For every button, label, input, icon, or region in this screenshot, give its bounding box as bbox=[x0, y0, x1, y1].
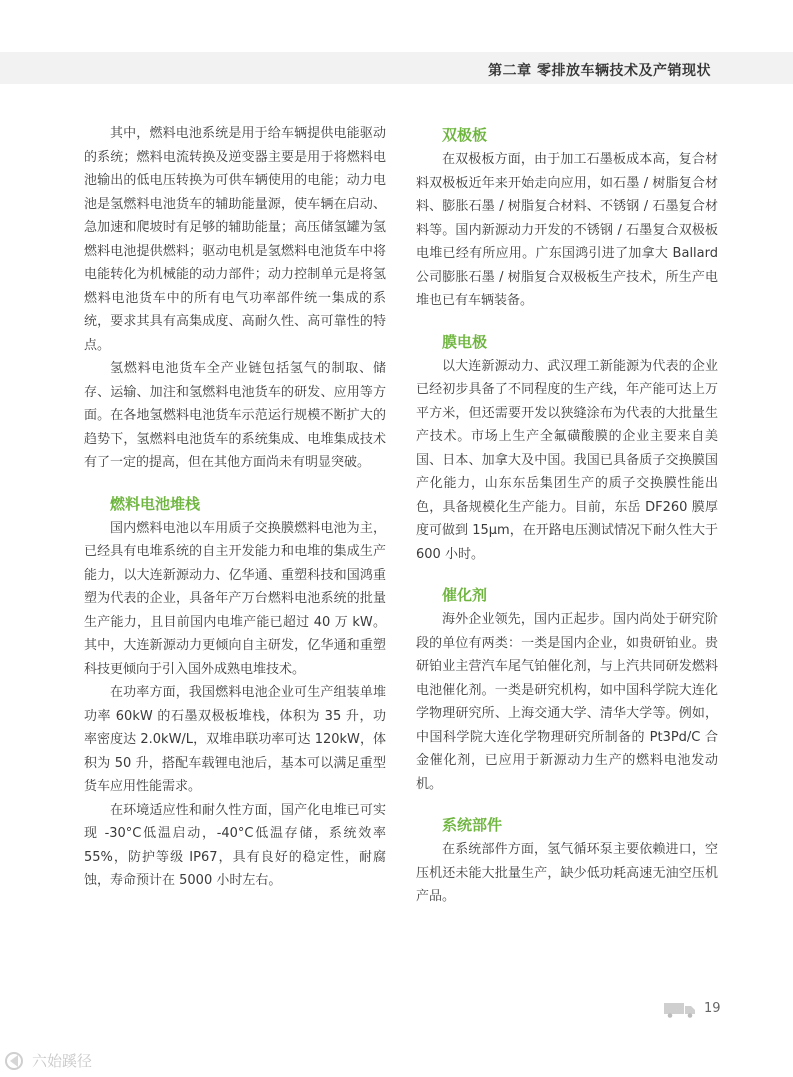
paragraph: 在双极板方面，由于加工石墨板成本高，复合材料双极板近年来开始走向应用，如石墨 / 树脂复合材料、膨胀石墨 / 树脂复合材料、不锈钢 / 石墨复合材料等。国内新源动力开发的不锈钢 / 石墨复合双极板电堆已经有所应用。广东国鸿引进了加拿大 Ballard 公司膨胀石墨 / 树脂复合双极板生产技术，所生产电堆也已有车辆装备。 bbox=[416, 152, 718, 308]
section-heading-bipolar-plate: 双极板 bbox=[442, 126, 488, 144]
watermark-text: 六始蹊径 bbox=[32, 1052, 93, 1070]
left-column bbox=[84, 122, 386, 893]
truck-icon bbox=[664, 1002, 696, 1018]
section-heading-stack: 燃料电池堆栈 bbox=[110, 494, 201, 513]
paragraph: 其中，燃料电池系统是用于给车辆提供电能驱动的系统；燃料电流转换及逆变器主要是用于将燃料电池输出的低电压转换为可供车辆使用的电能；动力电池是氢燃料电池货车的辅助能量源，使车辆在启动、急加速和爬坡时有足够的辅助能量；高压储氢罐为氢燃料电池提供燃料；驱动电机是氢燃料电池货车中将电能转化为机械能的动力部件；动力控制单元是将氢燃料电池货车中的所有电气功率部件统一集成的系统，要求其具有高集成度、高耐久性、高可靠性的特点。 bbox=[84, 126, 386, 353]
paragraph: 以大连新源动力、武汉理工新能源为代表的企业已经初步具备了不同程度的生产线，年产能可达上万平方米，但还需要开发以狭缝涂布为代表的大批量生产技术。市场上生产全氟磺酸膜的企业主要来自美国、日本、加拿大及中国。我国已具备质子交换膜国产化能力，山东东岳集团生产的质子交换膜性能出色，具备规模化生产能力。目前，东岳 DF260 膜厚度可做到 15μm，在开路电压测试情况下耐久性大于 600 小时。 bbox=[416, 358, 718, 562]
section-heading-catalyst: 催化剂 bbox=[442, 586, 488, 604]
section-heading-system-parts: 系统部件 bbox=[442, 816, 503, 834]
paragraph: 在功率方面，我国燃料电池企业可生产组装单堆功率 60kW 的石墨双极板堆栈，体积为 35 升，功率密度达 2.0kW/L，双堆串联功率可达 120kW，体积为 50 升，搭配车载锂电池后，基本可以满足重型货车应用性能需求。 bbox=[84, 685, 386, 794]
watermark-logo-icon bbox=[4, 1051, 28, 1071]
paragraph: 在环境适应性和耐久性方面，国产化电堆已可实现 -30°C低温启动，-40°C低温存储，系统效率 55%，防护等级 IP67，具有良好的稳定性，耐腐蚀，寿命预计在 5000 小时左右。 bbox=[84, 802, 386, 888]
section-heading-mea: 膜电极 bbox=[442, 332, 488, 351]
paragraph: 海外企业领先，国内正起步。国内尚处于研究阶段的单位有两类：一类是国内企业，如贵研铂业。贵研铂业主营汽车尾气铂催化剂，与上汽共同研发燃料电池催化剂。一类是研究机构，如中国科学院大连化学物理研究所、上海交通大学、清华大学等。例如，中国科学院大连化学物理研究所制备的 Pt3Pd/C 合金催化剂，已应用于新源动力生产的燃料电池发动机。 bbox=[416, 612, 718, 792]
page-number: 19 bbox=[704, 1001, 721, 1016]
paragraph: 在系统部件方面，氢气循环泵主要依赖进口，空压机还未能大批量生产，缺少低功耗高速无油空压机产品。 bbox=[416, 842, 718, 904]
watermark bbox=[4, 1050, 92, 1071]
paragraph: 国内燃料电池以车用质子交换膜燃料电池为主，已经具有电堆系统的自主开发能力和电堆的集成生产能力，以大连新源动力、亿华通、重塑科技和国鸿重塑为代表的企业，具备年产万台燃料电池系统的批量生产能力，且目前国内电堆产能已超过 40 万 kW。其中，大连新源动力更倾向自主研发，亿华通和重塑科技更倾向于引入国外成熟电堆技术。 bbox=[84, 520, 386, 677]
right-column bbox=[416, 122, 718, 909]
chapter-title: 第二章 零排放车辆技术及产销现状 bbox=[488, 63, 711, 79]
paragraph: 氢燃料电池货车全产业链包括氢气的制取、储存、运输、加注和氢燃料电池货车的研发、应用等方面。在各地氢燃料电池货车示范运行规模不断扩大的趋势下，氢燃料电池货车的系统集成、电堆集成技术有了一定的提高，但在其他方面尚未有明显突破。 bbox=[84, 361, 386, 470]
